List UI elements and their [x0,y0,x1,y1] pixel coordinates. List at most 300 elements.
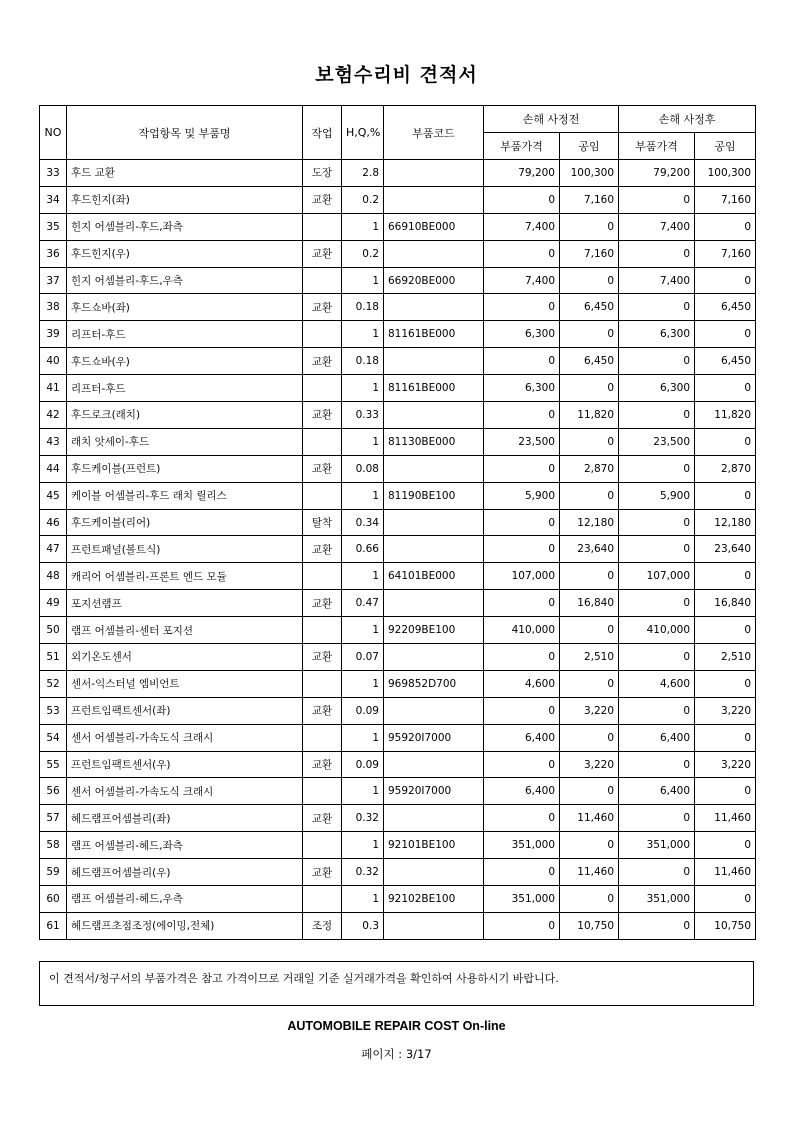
row-code: 92102BE100 [384,886,484,913]
row-hq: 0.09 [342,751,384,778]
row-code [384,348,484,375]
row-work: 교환 [303,240,342,267]
table-row [40,805,756,832]
row-hq: 0.66 [342,536,384,563]
row-no: 43 [40,428,67,455]
row-after-labor: 0 [695,375,756,402]
row-work: 교환 [303,348,342,375]
row-before-labor: 0 [560,267,619,294]
row-hq: 0.07 [342,644,384,671]
row-no: 52 [40,670,67,697]
row-hq: 0.08 [342,455,384,482]
row-after-price: 0 [619,240,695,267]
row-item: 헤드램프초점조정(에이밍,전체) [67,912,303,939]
row-work [303,778,342,805]
row-before-labor: 0 [560,724,619,751]
table-row [40,267,756,294]
row-before-price: 0 [484,536,560,563]
row-before-price: 5,900 [484,482,560,509]
row-after-price: 7,400 [619,213,695,240]
row-no: 44 [40,455,67,482]
row-work: 교환 [303,805,342,832]
row-code: 66920BE000 [384,267,484,294]
row-before-price: 0 [484,859,560,886]
row-item: 센서 어셈블리-가속도식 크래시 [67,778,303,805]
row-code [384,536,484,563]
row-after-labor: 0 [695,428,756,455]
row-before-price: 7,400 [484,213,560,240]
row-before-labor: 11,820 [560,402,619,429]
row-item: 래치 앗세이-후드 [67,428,303,455]
row-before-price: 0 [484,590,560,617]
row-before-price: 7,400 [484,267,560,294]
table-row [40,509,756,536]
header-before-labor: 공임 [560,133,619,160]
row-before-price: 0 [484,751,560,778]
row-after-price: 410,000 [619,617,695,644]
row-after-labor: 7,160 [695,240,756,267]
row-code: 81161BE000 [384,321,484,348]
row-no: 40 [40,348,67,375]
row-no: 61 [40,912,67,939]
row-after-price: 0 [619,590,695,617]
table-row [40,536,756,563]
table-row [40,348,756,375]
row-work: 교환 [303,536,342,563]
row-after-labor: 6,450 [695,348,756,375]
table-row [40,724,756,751]
row-hq: 1 [342,886,384,913]
document-title: 보험수리비 견적서 [315,64,478,86]
row-no: 35 [40,213,67,240]
row-code [384,912,484,939]
row-before-price: 6,300 [484,321,560,348]
row-code [384,160,484,187]
header-after: 손해 사정후 [619,106,756,133]
row-work [303,670,342,697]
row-hq: 0.32 [342,859,384,886]
row-before-labor: 6,450 [560,294,619,321]
header-hq: H,Q,% [342,106,384,160]
row-no: 51 [40,644,67,671]
row-work: 교환 [303,751,342,778]
row-no: 55 [40,751,67,778]
row-hq: 0.09 [342,697,384,724]
row-before-labor: 2,870 [560,455,619,482]
row-after-price: 0 [619,644,695,671]
table-row [40,859,756,886]
row-hq: 1 [342,482,384,509]
row-item: 후드쇼바(좌) [67,294,303,321]
table-row [40,186,756,213]
row-work: 조정 [303,912,342,939]
footer-brand: AUTOMOBILE REPAIR COST On-line [287,1019,506,1033]
row-hq: 0.2 [342,186,384,213]
table-row [40,617,756,644]
row-item: 후드 교환 [67,160,303,187]
row-work: 도장 [303,160,342,187]
row-code [384,455,484,482]
row-work [303,563,342,590]
row-after-price: 6,400 [619,778,695,805]
row-work: 교환 [303,697,342,724]
row-after-labor: 23,640 [695,536,756,563]
row-before-labor: 16,840 [560,590,619,617]
row-work: 교환 [303,590,342,617]
table-row [40,294,756,321]
row-before-price: 6,400 [484,778,560,805]
row-item: 램프 어셈블리-헤드,좌측 [67,832,303,859]
row-after-labor: 12,180 [695,509,756,536]
table-row [40,563,756,590]
row-no: 56 [40,778,67,805]
row-item: 헤드램프어셈블리(좌) [67,805,303,832]
table-row [40,644,756,671]
row-before-price: 410,000 [484,617,560,644]
row-hq: 1 [342,213,384,240]
row-work: 교환 [303,644,342,671]
row-hq: 0.32 [342,805,384,832]
row-hq: 1 [342,617,384,644]
row-code [384,859,484,886]
row-hq: 0.18 [342,348,384,375]
row-before-price: 107,000 [484,563,560,590]
row-before-labor: 23,640 [560,536,619,563]
row-no: 36 [40,240,67,267]
row-after-price: 0 [619,697,695,724]
row-item: 후드케이블(프런트) [67,455,303,482]
row-after-labor: 0 [695,267,756,294]
row-before-price: 0 [484,805,560,832]
row-item: 후드힌지(좌) [67,186,303,213]
row-before-price: 0 [484,186,560,213]
header-after-labor: 공임 [695,133,756,160]
row-before-labor: 7,160 [560,240,619,267]
row-hq: 1 [342,375,384,402]
header-after-price: 부품가격 [619,133,695,160]
row-work: 교환 [303,294,342,321]
row-hq: 1 [342,778,384,805]
row-hq: 2.8 [342,160,384,187]
header-no: NO [40,106,67,160]
table-row [40,428,756,455]
row-work [303,832,342,859]
row-before-price: 79,200 [484,160,560,187]
row-code [384,644,484,671]
row-code [384,751,484,778]
row-item: 프런트패널(볼트식) [67,536,303,563]
table-row [40,240,756,267]
row-after-labor: 10,750 [695,912,756,939]
row-code: 95920I7000 [384,724,484,751]
row-before-labor: 6,450 [560,348,619,375]
table-row [40,751,756,778]
row-before-price: 0 [484,294,560,321]
row-no: 41 [40,375,67,402]
row-after-price: 0 [619,509,695,536]
row-after-price: 0 [619,186,695,213]
row-before-labor: 3,220 [560,697,619,724]
row-code: 64101BE000 [384,563,484,590]
row-before-labor: 0 [560,482,619,509]
row-before-price: 0 [484,644,560,671]
row-code: 95920I7000 [384,778,484,805]
row-work [303,321,342,348]
price-notice: 이 견적서/청구서의 부품가격은 참고 가격이므로 거래일 기준 실거래가격을 확인하여 사용하시기 바랍니다. [39,961,754,1006]
row-hq: 0.47 [342,590,384,617]
row-hq: 0.18 [342,294,384,321]
row-after-labor: 3,220 [695,697,756,724]
row-code [384,697,484,724]
row-work [303,482,342,509]
row-after-labor: 0 [695,832,756,859]
table-row [40,832,756,859]
row-before-price: 351,000 [484,886,560,913]
row-before-price: 6,400 [484,724,560,751]
row-after-labor: 2,510 [695,644,756,671]
row-before-labor: 2,510 [560,644,619,671]
row-code: 92101BE100 [384,832,484,859]
row-hq: 1 [342,428,384,455]
row-before-price: 0 [484,509,560,536]
row-after-price: 0 [619,536,695,563]
row-before-price: 0 [484,402,560,429]
row-no: 34 [40,186,67,213]
row-code: 66910BE000 [384,213,484,240]
row-before-labor: 3,220 [560,751,619,778]
header-item: 작업항목 및 부품명 [67,106,303,160]
row-item: 리프터-후드 [67,375,303,402]
row-after-price: 0 [619,805,695,832]
row-before-labor: 0 [560,213,619,240]
row-after-price: 0 [619,294,695,321]
row-code: 81190BE100 [384,482,484,509]
row-before-labor: 0 [560,428,619,455]
row-no: 42 [40,402,67,429]
row-no: 48 [40,563,67,590]
row-item: 프런트임팩트센서(우) [67,751,303,778]
row-after-labor: 11,820 [695,402,756,429]
row-after-labor: 0 [695,724,756,751]
row-work [303,267,342,294]
row-hq: 1 [342,724,384,751]
row-after-price: 4,600 [619,670,695,697]
row-before-price: 0 [484,697,560,724]
row-before-labor: 11,460 [560,805,619,832]
row-item: 램프 어셈블리-헤드,우측 [67,886,303,913]
row-work: 교환 [303,186,342,213]
row-item: 센서-익스터널 엠비언트 [67,670,303,697]
table-row [40,375,756,402]
table-row [40,160,756,187]
table-row [40,455,756,482]
row-work [303,724,342,751]
row-after-labor: 0 [695,213,756,240]
row-before-price: 0 [484,912,560,939]
row-after-labor: 0 [695,886,756,913]
row-before-price: 23,500 [484,428,560,455]
row-hq: 0.33 [342,402,384,429]
row-work: 교환 [303,859,342,886]
row-code [384,509,484,536]
row-after-labor: 2,870 [695,455,756,482]
row-after-labor: 16,840 [695,590,756,617]
row-after-labor: 0 [695,670,756,697]
row-item: 램프 어셈블리-센터 포지션 [67,617,303,644]
row-no: 53 [40,697,67,724]
row-after-labor: 0 [695,321,756,348]
row-no: 49 [40,590,67,617]
row-before-labor: 0 [560,321,619,348]
row-hq: 1 [342,832,384,859]
row-before-labor: 7,160 [560,186,619,213]
row-code: 81130BE000 [384,428,484,455]
row-item: 리프터-후드 [67,321,303,348]
row-code: 92209BE100 [384,617,484,644]
row-work [303,886,342,913]
table-row [40,697,756,724]
row-before-labor: 0 [560,563,619,590]
row-hq: 1 [342,321,384,348]
row-item: 포지션램프 [67,590,303,617]
row-after-price: 79,200 [619,160,695,187]
table-row [40,482,756,509]
row-code: 81161BE000 [384,375,484,402]
row-code [384,294,484,321]
row-after-labor: 0 [695,482,756,509]
row-work [303,617,342,644]
header-code: 부품코드 [384,106,484,160]
row-after-price: 0 [619,455,695,482]
row-no: 45 [40,482,67,509]
row-after-price: 107,000 [619,563,695,590]
row-before-labor: 0 [560,375,619,402]
row-no: 38 [40,294,67,321]
row-no: 37 [40,267,67,294]
row-after-price: 6,400 [619,724,695,751]
table-row [40,886,756,913]
row-after-price: 6,300 [619,321,695,348]
row-item: 센서 어셈블리-가속도식 크래시 [67,724,303,751]
row-item: 헤드램프어셈블리(우) [67,859,303,886]
row-before-labor: 0 [560,886,619,913]
row-no: 59 [40,859,67,886]
row-item: 힌지 어셈블리-후드,우측 [67,267,303,294]
row-hq: 0.2 [342,240,384,267]
row-hq: 0.3 [342,912,384,939]
row-code: 969852D700 [384,670,484,697]
row-before-price: 351,000 [484,832,560,859]
row-before-labor: 0 [560,617,619,644]
row-work [303,375,342,402]
table-row [40,402,756,429]
row-work: 교환 [303,455,342,482]
row-after-price: 351,000 [619,832,695,859]
row-before-labor: 0 [560,670,619,697]
row-code [384,186,484,213]
row-before-labor: 0 [560,778,619,805]
row-no: 54 [40,724,67,751]
row-no: 46 [40,509,67,536]
header-before-price: 부품가격 [484,133,560,160]
header-before: 손해 사정전 [484,106,619,133]
page-number: 페이지 : 3/17 [361,1047,432,1061]
row-no: 58 [40,832,67,859]
table-row [40,321,756,348]
row-after-price: 0 [619,402,695,429]
row-after-labor: 11,460 [695,859,756,886]
row-hq: 1 [342,563,384,590]
row-after-price: 7,400 [619,267,695,294]
row-no: 50 [40,617,67,644]
row-before-labor: 12,180 [560,509,619,536]
row-item: 프런트임팩트센서(좌) [67,697,303,724]
row-no: 60 [40,886,67,913]
row-item: 케이블 어셈블리-후드 래치 릴리스 [67,482,303,509]
row-hq: 0.34 [342,509,384,536]
row-code [384,805,484,832]
row-before-labor: 100,300 [560,160,619,187]
row-item: 캐리어 어셈블리-프론트 엔드 모듈 [67,563,303,590]
row-work: 탈착 [303,509,342,536]
row-work [303,428,342,455]
row-no: 57 [40,805,67,832]
row-after-price: 351,000 [619,886,695,913]
header-work: 작업 [303,106,342,160]
table-row [40,590,756,617]
row-after-labor: 3,220 [695,751,756,778]
row-before-price: 6,300 [484,375,560,402]
row-item: 후드케이블(리어) [67,509,303,536]
row-after-labor: 0 [695,563,756,590]
table-row [40,670,756,697]
table-row [40,213,756,240]
row-after-labor: 0 [695,617,756,644]
row-before-price: 0 [484,348,560,375]
row-no: 39 [40,321,67,348]
row-code [384,240,484,267]
row-item: 외기온도센서 [67,644,303,671]
row-item: 후드힌지(우) [67,240,303,267]
row-before-labor: 11,460 [560,859,619,886]
row-after-price: 0 [619,751,695,778]
row-after-price: 5,900 [619,482,695,509]
estimate-table [39,105,756,940]
row-hq: 1 [342,670,384,697]
row-after-price: 23,500 [619,428,695,455]
row-item: 힌지 어셈블리-후드,좌측 [67,213,303,240]
row-before-price: 0 [484,455,560,482]
row-code [384,590,484,617]
row-before-labor: 0 [560,832,619,859]
row-after-price: 6,300 [619,375,695,402]
row-after-labor: 100,300 [695,160,756,187]
row-before-price: 4,600 [484,670,560,697]
row-after-labor: 11,460 [695,805,756,832]
row-after-labor: 0 [695,778,756,805]
row-hq: 1 [342,267,384,294]
row-no: 47 [40,536,67,563]
row-before-price: 0 [484,240,560,267]
row-after-price: 0 [619,348,695,375]
row-item: 후드쇼바(우) [67,348,303,375]
row-after-labor: 6,450 [695,294,756,321]
row-work: 교환 [303,402,342,429]
table-row [40,912,756,939]
row-before-labor: 10,750 [560,912,619,939]
row-after-price: 0 [619,859,695,886]
table-row [40,778,756,805]
